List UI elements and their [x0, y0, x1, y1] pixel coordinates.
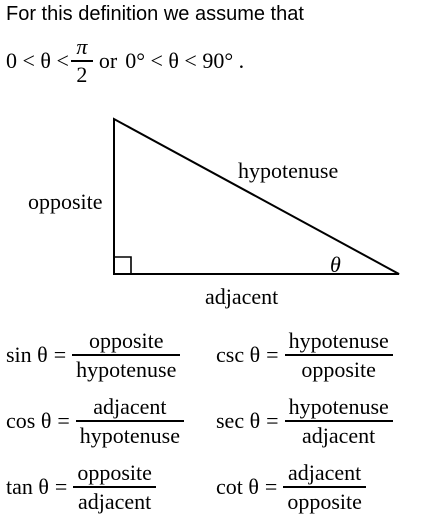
sine-numerator: opposite [88, 328, 164, 353]
sine-formula [6, 327, 180, 383]
secant-denominator: adjacent [302, 422, 376, 448]
opposite-side-label: opposite [28, 189, 103, 214]
right-angle-marker [114, 257, 131, 274]
cotangent-fraction [283, 459, 366, 515]
cosine-numerator: adjacent [93, 394, 167, 419]
tangent-fraction [73, 459, 156, 515]
cosecant-lhs: csc θ [216, 341, 261, 367]
secant-formula [216, 393, 393, 449]
cotangent-denominator: opposite [287, 488, 362, 514]
secant-fraction [285, 393, 393, 449]
adjacent-side-label: adjacent [205, 284, 279, 309]
cotangent-lhs: cot θ [216, 473, 259, 499]
secant-numerator: hypotenuse [288, 394, 389, 419]
cosine-fraction [76, 393, 184, 449]
tangent-lhs: tan θ [6, 473, 49, 499]
cosecant-fraction [285, 327, 393, 383]
fraction-numerator: π [76, 34, 88, 60]
secant-lhs: sec θ [216, 407, 261, 433]
cosine-lhs: cos θ [6, 407, 52, 433]
cotangent-formula [216, 459, 366, 515]
condition-or: or [98, 48, 118, 73]
equals-sign: = [57, 407, 70, 433]
equals-sign: = [266, 407, 279, 433]
sine-lhs: sin θ [6, 341, 48, 367]
cosecant-formula [216, 327, 393, 383]
equals-sign: = [264, 473, 278, 499]
condition-lhs: 0 < θ < [6, 48, 69, 73]
cosine-formula [6, 393, 184, 449]
triangle-shape [114, 119, 399, 274]
angle-theta-label: θ [330, 252, 341, 277]
condition-rhs: 0° < θ < 90° . [125, 48, 245, 73]
fraction-denominator: 2 [76, 61, 88, 87]
equals-sign: = [54, 473, 68, 499]
tangent-denominator: adjacent [77, 488, 152, 514]
sine-denominator: hypotenuse [76, 356, 177, 382]
cosecant-denominator: opposite [301, 356, 376, 382]
equals-sign: = [53, 341, 67, 367]
intro-text: For this definition we assume that [6, 3, 304, 25]
cosecant-numerator: hypotenuse [288, 328, 389, 353]
tangent-numerator: opposite [77, 460, 152, 485]
cotangent-numerator: adjacent [287, 460, 362, 485]
sine-fraction [72, 327, 180, 383]
equals-sign: = [266, 341, 279, 367]
tangent-formula [6, 459, 156, 515]
hypotenuse-side-label: hypotenuse [238, 158, 339, 183]
cosine-denominator: hypotenuse [79, 422, 180, 448]
